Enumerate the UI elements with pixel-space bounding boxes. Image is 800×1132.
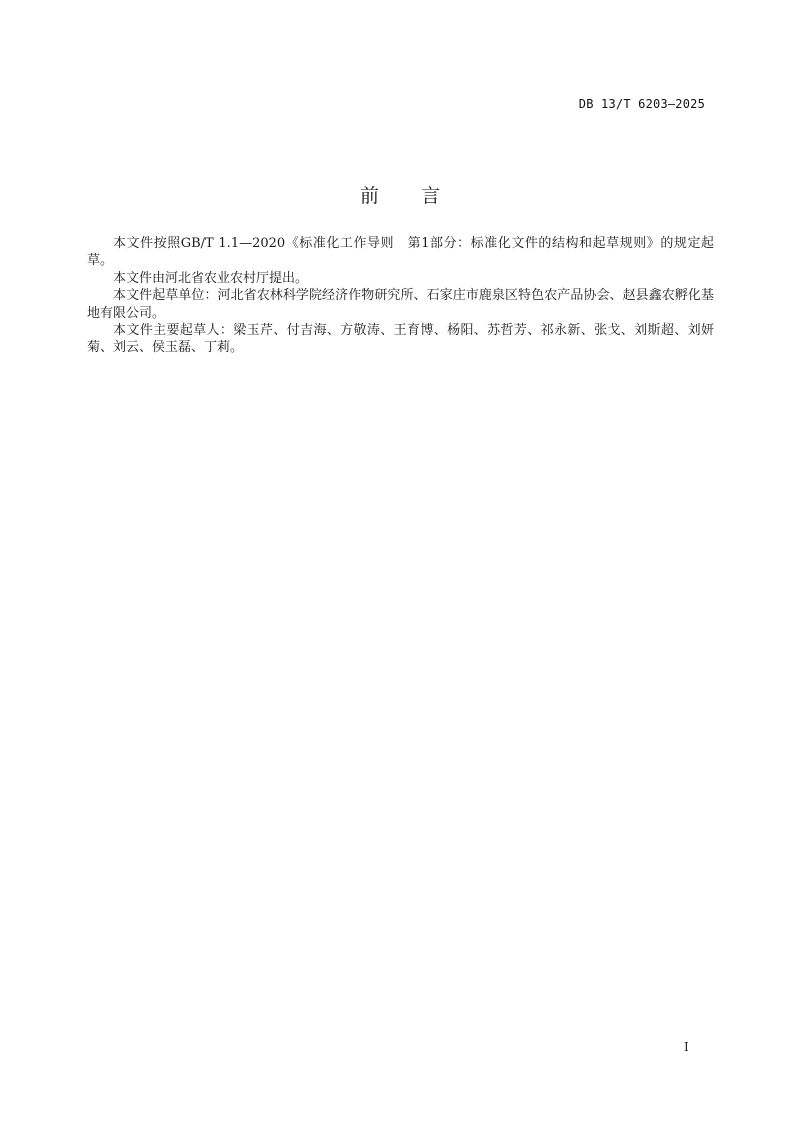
paragraph-drafters: 本文件主要起草人：梁玉芹、付吉海、方敬涛、王育博、杨阳、苏哲芳、祁永新、张戈、刘斯超、刘妍菊、刘云、侯玉磊、丁莉。 (87, 323, 714, 356)
paragraph-proposer: 本文件由河北省农业农村厅提出。 (113, 270, 309, 286)
paragraph-drafting-basis: 本文件按照GB/T 1.1—2020《标准化工作导则 第1部分：标准化文件的结构和起草规则》的规定起草。 (87, 236, 714, 269)
title-char-1: 前 (359, 185, 379, 207)
standard-code: DB 13/T 6203—2025 (578, 97, 705, 111)
title-char-2: 言 (421, 185, 441, 207)
paragraph-drafting-units: 本文件起草单位：河北省农林科学院经济作物研究所、石家庄市鹿泉区特色农产品协会、赵县鑫农孵化基地有限公司。 (87, 288, 714, 321)
foreword-body (87, 235, 714, 357)
page-title (0, 183, 800, 209)
page-number: I (684, 1040, 689, 1054)
